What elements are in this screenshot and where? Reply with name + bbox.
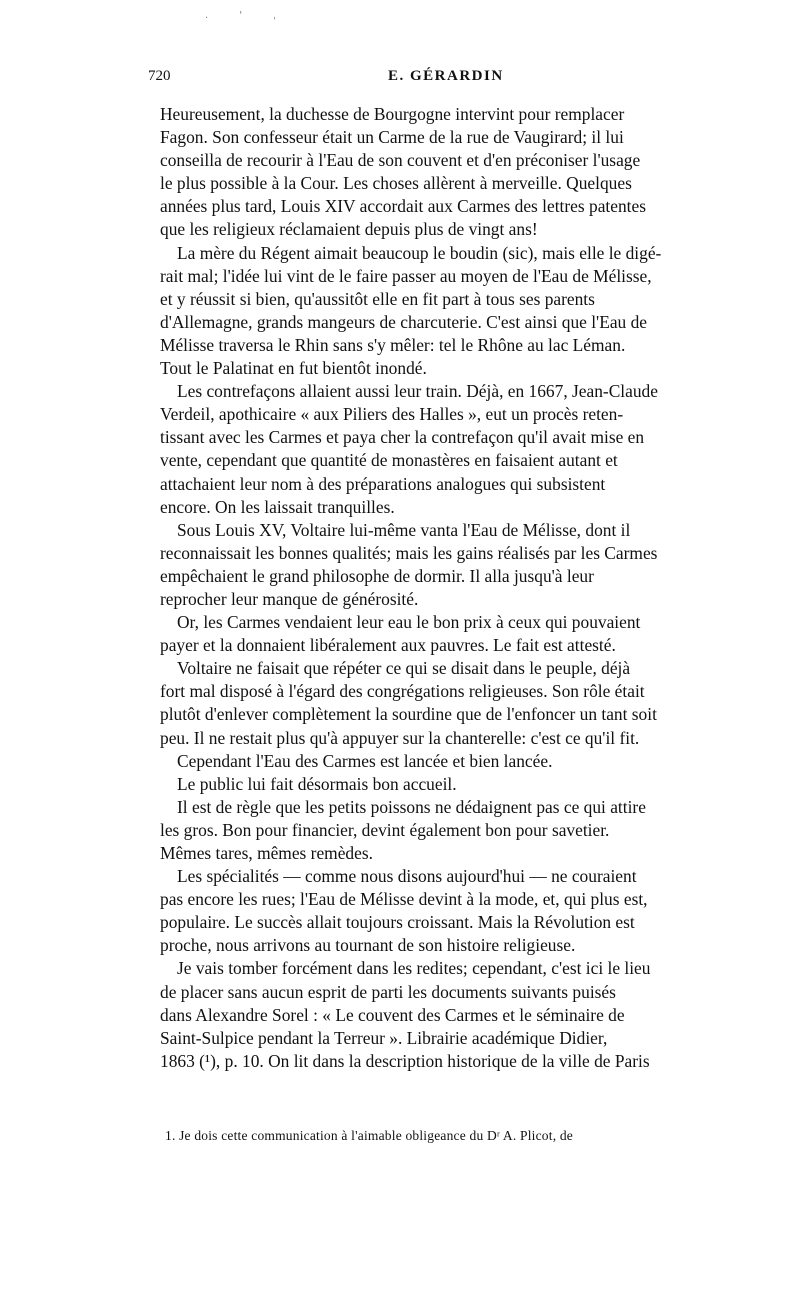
text-line: reprocher leur manque de générosité. <box>160 588 419 609</box>
text-line: plutôt d'enlever complètement la sourdine que de l'enfoncer un tant soit <box>160 704 657 725</box>
text-line: Mélisse traversa le Rhin sans s'y mêler: tel le Rhône au lac Léman. <box>160 334 626 355</box>
text-line: Cependant l'Eau des Carmes est lancée et bien lancée. <box>177 750 553 771</box>
text-line: populaire. Le succès allait toujours croissant. Mais la Révolution est <box>160 912 635 933</box>
text-line: attachaient leur nom à des préparations analogues qui subsistent <box>160 473 606 494</box>
text-line: Il est de règle que les petits poissons ne dédaignent pas ce qui attire <box>177 796 646 817</box>
text-line: peu. Il ne restait plus qu'à appuyer sur la chanterelle: c'est ce qu'il fit. <box>160 727 640 748</box>
text-line: Verdeil, apothicaire « aux Piliers des Halles », eut un procès reten- <box>160 404 624 425</box>
text-line: Les spécialités — comme nous disons aujourd'hui — ne couraient <box>177 866 637 887</box>
text-line: Les contrefaçons allaient aussi leur train. Déjà, en 1667, Jean-Claude <box>177 381 658 402</box>
text-line: empêchaient le grand philosophe de dormir. Il alla jusqu'à leur <box>160 565 594 586</box>
text-line: Saint-Sulpice pendant la Terreur ». Librairie académique Didier, <box>160 1027 608 1048</box>
text-line: Tout le Palatinat en fut bientôt inondé. <box>160 358 427 379</box>
text-line: Le public lui fait désormais bon accueil. <box>177 773 457 794</box>
text-line: les gros. Bon pour financier, devint également bon pour savetier. <box>160 819 610 840</box>
text-line: Heureusement, la duchesse de Bourgogne intervint pour remplacer <box>160 104 625 124</box>
text-line: Je vais tomber forcément dans les redites; cependant, c'est ici le lieu <box>177 958 651 979</box>
page-number: 720 <box>148 68 171 84</box>
text-line: Mêmes tares, mêmes remèdes. <box>160 843 373 863</box>
text-line: encore. On les laissait tranquilles. <box>160 496 395 517</box>
author-header: E. GÉRARDIN <box>388 68 504 84</box>
running-head <box>148 68 765 90</box>
text-line: Sous Louis XV, Voltaire lui-même vanta l'Eau de Mélisse, dont il <box>177 519 631 540</box>
text-line: dans Alexandre Sorel : « Le couvent des Carmes et le séminaire de <box>160 1004 625 1025</box>
text-line: proche, nous arrivons au tournant de son histoire religieuse. <box>160 935 576 956</box>
text-line: rait mal; l'idée lui vint de le faire passer au moyen de l'Eau de Mélisse, <box>160 265 652 286</box>
text-line: reconnaissait les bonnes qualités; mais les gains réalisés par les Carmes <box>160 542 658 563</box>
text-line: Voltaire ne faisait que répéter ce qui se disait dans le peuple, déjà <box>177 658 631 679</box>
text-line: d'Allemagne, grands mangeurs de charcuterie. C'est ainsi que l'Eau de <box>160 311 647 332</box>
text-line: payer et la donnaient libéralement aux pauvres. Le fait est attesté. <box>160 635 616 656</box>
text-line: tissant avec les Carmes et paya cher la contrefaçon qu'il avait mise en <box>160 427 645 448</box>
text-line: Fagon. Son confesseur était un Carme de la rue de Vaugirard; il lui <box>160 127 624 148</box>
text-line: de placer sans aucun esprit de parti les documents suivants puisés <box>160 981 616 1002</box>
text-line: années plus tard, Louis XIV accordait aux Carmes des lettres patentes <box>160 196 646 217</box>
footnote: 1. Je dois cette communication à l'aimable obligeance du Dʳ A. Plicot, de <box>165 1128 573 1143</box>
text-line: vente, cependant que quantité de monastères en faisaient autant et <box>160 450 618 471</box>
scan-specks: . ' ˌ <box>205 10 291 21</box>
text-line: fort mal disposé à l'égard des congrégations religieuses. Son rôle était <box>160 681 645 702</box>
text-line: et y réussit si bien, qu'aussitôt elle en fit part à tous ses parents <box>160 288 595 309</box>
text-line: pas encore les rues; l'Eau de Mélisse devint à la mode, et, qui plus est, <box>160 889 648 910</box>
text-line: le plus possible à la Cour. Les choses allèrent à merveille. Quelques <box>160 173 632 194</box>
text-line: conseilla de recourir à l'Eau de son couvent et d'en préconiser l'usage <box>160 150 641 171</box>
text-line: Or, les Carmes vendaient leur eau le bon prix à ceux qui pouvaient <box>177 612 641 633</box>
text-line: La mère du Régent aimait beaucoup le boudin (sic), mais elle le digé- <box>177 242 662 263</box>
text-line: 1863 (¹), p. 10. On lit dans la description historique de la ville de Paris <box>160 1050 650 1071</box>
text-line: que les religieux réclamaient depuis plus de vingt ans! <box>160 219 538 240</box>
body-text <box>160 103 764 1073</box>
